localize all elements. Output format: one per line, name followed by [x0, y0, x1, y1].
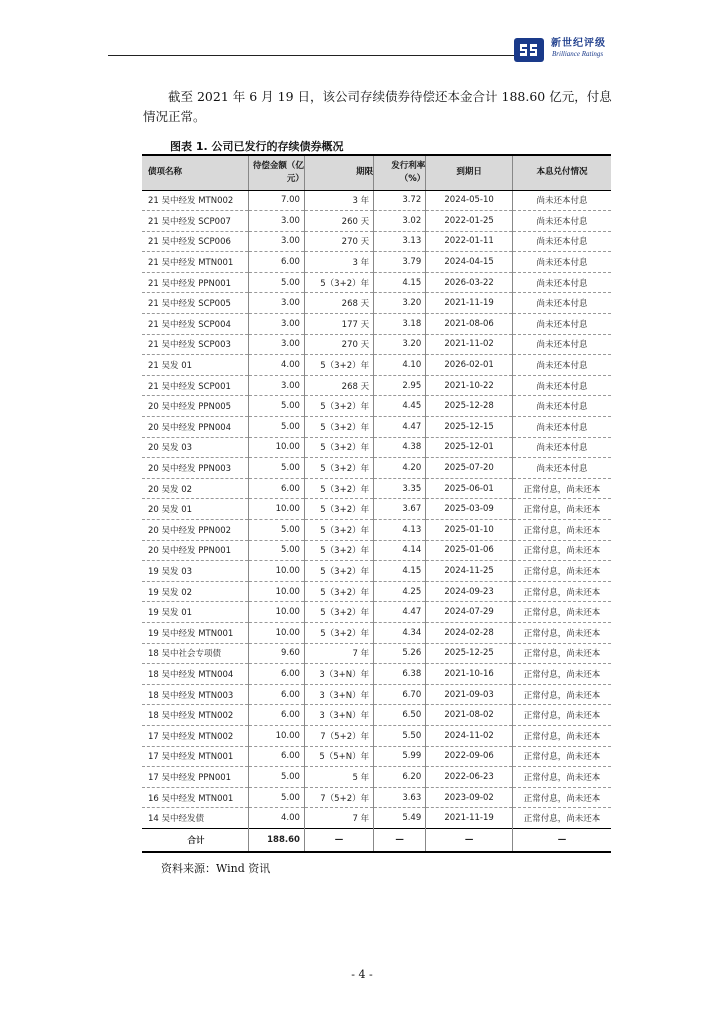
cell-term: 5（3+2）年: [304, 396, 373, 417]
cell-name: 21 吴中经发 PPN001: [142, 272, 249, 293]
cell-status: 尚未还本付息: [512, 437, 611, 458]
cell-amount: 5.00: [249, 417, 305, 438]
cell-amount: 10.00: [249, 561, 305, 582]
cell-rate: 4.20: [374, 458, 426, 479]
cell-status: 尚未还本付息: [512, 334, 611, 355]
cell-name: 20 吴发 02: [142, 478, 249, 499]
table-row: [142, 478, 611, 499]
cell-due: 2025-12-25: [426, 643, 513, 664]
cell-term: 5（3+2）年: [304, 437, 373, 458]
cell-rate: 3.79: [374, 252, 426, 273]
cell-status: 正常付息，尚未还本: [512, 540, 611, 561]
cell-name: 18 吴中社会专项债: [142, 643, 249, 664]
header-term: 期限: [304, 155, 373, 190]
cell-amount: 10.00: [249, 622, 305, 643]
table-row: [142, 602, 611, 623]
cell-status: 尚未还本付息: [512, 417, 611, 438]
cell-due: 2021-11-19: [426, 293, 513, 314]
cell-term: 270 天: [304, 231, 373, 252]
cell-rate: 6.50: [374, 705, 426, 726]
cell-term: 3（3+N）年: [304, 664, 373, 685]
header-name: 债项名称: [142, 155, 249, 190]
cell-term: 5（3+2）年: [304, 602, 373, 623]
cell-name: 19 吴发 03: [142, 561, 249, 582]
cell-term: 5（3+2）年: [304, 581, 373, 602]
cell-name: 21 吴中经发 SCP003: [142, 334, 249, 355]
cell-rate: 4.14: [374, 540, 426, 561]
cell-due: 2021-10-22: [426, 375, 513, 396]
cell-due: 2025-01-06: [426, 540, 513, 561]
cell-term: 5（3+2）年: [304, 520, 373, 541]
table-row: [142, 231, 611, 252]
cell-term: 268 天: [304, 293, 373, 314]
cell-name: 21 吴中经发 SCP001: [142, 375, 249, 396]
cell-name: 20 吴中经发 PPN003: [142, 458, 249, 479]
cell-term: 5（3+2）年: [304, 540, 373, 561]
cell-name: 17 吴中经发 MTN001: [142, 746, 249, 767]
cell-name: 20 吴发 01: [142, 499, 249, 520]
cell-name: 21 吴中经发 SCP007: [142, 211, 249, 232]
cell-term: 5（3+2）年: [304, 622, 373, 643]
cell-term: 5（3+2）年: [304, 561, 373, 582]
cell-term: 5（3+2）年: [304, 458, 373, 479]
total-rate: —: [374, 828, 426, 852]
cell-term: 7（5+2）年: [304, 787, 373, 808]
cell-amount: 6.00: [249, 684, 305, 705]
brand-name-cn: 新世纪评级: [551, 38, 606, 49]
cell-amount: 10.00: [249, 725, 305, 746]
cell-status: 尚未还本付息: [512, 355, 611, 376]
cell-status: 正常付息，尚未还本: [512, 561, 611, 582]
cell-due: 2021-09-03: [426, 684, 513, 705]
cell-rate: 3.72: [374, 190, 426, 211]
cell-rate: 4.38: [374, 437, 426, 458]
table-row: [142, 664, 611, 685]
cell-name: 19 吴发 02: [142, 581, 249, 602]
cell-rate: 4.34: [374, 622, 426, 643]
cell-amount: 6.00: [249, 664, 305, 685]
cell-term: 177 天: [304, 314, 373, 335]
table-row: [142, 622, 611, 643]
table-row: [142, 334, 611, 355]
header-status: 本息兑付情况: [512, 155, 611, 190]
cell-amount: 6.00: [249, 705, 305, 726]
cell-amount: 9.60: [249, 643, 305, 664]
cell-status: 正常付息，尚未还本: [512, 478, 611, 499]
cell-name: 14 吴中经发债: [142, 808, 249, 829]
cell-rate: 4.47: [374, 602, 426, 623]
cell-name: 16 吴中经发 MTN001: [142, 787, 249, 808]
cell-rate: 3.18: [374, 314, 426, 335]
cell-status: 尚未还本付息: [512, 272, 611, 293]
page-number: - 4 -: [351, 968, 373, 981]
cell-name: 20 吴中经发 PPN004: [142, 417, 249, 438]
cell-name: 17 吴中经发 PPN001: [142, 767, 249, 788]
table-caption: 图表 1. 公司已发行的存续债券概况: [170, 140, 344, 153]
table-row: [142, 417, 611, 438]
cell-amount: 5.00: [249, 767, 305, 788]
cell-status: 尚未还本付息: [512, 458, 611, 479]
cell-due: 2025-12-15: [426, 417, 513, 438]
cell-amount: 3.00: [249, 314, 305, 335]
cell-name: 20 吴中经发 PPN001: [142, 540, 249, 561]
cell-due: 2023-09-02: [426, 787, 513, 808]
cell-status: 正常付息，尚未还本: [512, 767, 611, 788]
cell-name: 21 吴发 01: [142, 355, 249, 376]
cell-due: 2021-08-02: [426, 705, 513, 726]
cell-due: 2024-04-15: [426, 252, 513, 273]
cell-due: 2025-03-09: [426, 499, 513, 520]
cell-due: 2024-02-28: [426, 622, 513, 643]
table-row: [142, 211, 611, 232]
cell-status: 尚未还本付息: [512, 231, 611, 252]
cell-amount: 6.00: [249, 746, 305, 767]
cell-status: 尚未还本付息: [512, 211, 611, 232]
cell-name: 18 吴中经发 MTN002: [142, 705, 249, 726]
table-row: [142, 705, 611, 726]
table-row: [142, 561, 611, 582]
cell-amount: 10.00: [249, 437, 305, 458]
cell-term: 3 年: [304, 190, 373, 211]
cell-due: 2022-06-23: [426, 767, 513, 788]
cell-rate: 5.49: [374, 808, 426, 829]
total-amount: 188.60: [249, 828, 305, 852]
cell-due: 2021-08-06: [426, 314, 513, 335]
cell-name: 20 吴中经发 PPN002: [142, 520, 249, 541]
cell-rate: 4.45: [374, 396, 426, 417]
cell-status: 尚未还本付息: [512, 190, 611, 211]
cell-rate: 3.13: [374, 231, 426, 252]
cell-amount: 10.00: [249, 602, 305, 623]
cell-term: 7（5+2）年: [304, 725, 373, 746]
cell-name: 19 吴发 01: [142, 602, 249, 623]
cell-rate: 4.13: [374, 520, 426, 541]
cell-term: 3（3+N）年: [304, 705, 373, 726]
table-row: [142, 252, 611, 273]
cell-status: 正常付息，尚未还本: [512, 499, 611, 520]
cell-amount: 5.00: [249, 272, 305, 293]
total-name: 合计: [142, 828, 249, 852]
cell-status: 正常付息，尚未还本: [512, 643, 611, 664]
cell-status: 正常付息，尚未还本: [512, 787, 611, 808]
table-row: [142, 293, 611, 314]
cell-due: 2026-03-22: [426, 272, 513, 293]
intro-paragraph: 截至 2021 年 6 月 19 日，该公司存续债券待偿还本金合计 188.60 亿元，付息情况正常。: [143, 89, 612, 124]
header-due: 到期日: [426, 155, 513, 190]
cell-term: 7 年: [304, 808, 373, 829]
cell-rate: 3.20: [374, 293, 426, 314]
table-row: [142, 767, 611, 788]
cell-amount: 5.00: [249, 396, 305, 417]
cell-rate: 5.26: [374, 643, 426, 664]
table-row: [142, 314, 611, 335]
header-rule: [108, 55, 514, 56]
cell-term: 5（3+2）年: [304, 478, 373, 499]
cell-term: 5 年: [304, 767, 373, 788]
table-row: [142, 540, 611, 561]
cell-status: 正常付息，尚未还本: [512, 725, 611, 746]
cell-name: 20 吴发 03: [142, 437, 249, 458]
table-row: [142, 725, 611, 746]
cell-due: 2024-09-23: [426, 581, 513, 602]
cell-rate: 3.67: [374, 499, 426, 520]
table-row: [142, 787, 611, 808]
cell-rate: 4.25: [374, 581, 426, 602]
cell-status: 尚未还本付息: [512, 375, 611, 396]
cell-rate: 4.10: [374, 355, 426, 376]
header-rate: 发行利率（%）: [374, 155, 426, 190]
cell-due: 2025-07-20: [426, 458, 513, 479]
table-row: [142, 437, 611, 458]
cell-status: 正常付息，尚未还本: [512, 581, 611, 602]
cell-rate: 4.15: [374, 272, 426, 293]
cell-name: 20 吴中经发 PPN005: [142, 396, 249, 417]
source-note: 资料来源：Wind 资讯: [161, 862, 271, 875]
cell-due: 2021-11-19: [426, 808, 513, 829]
cell-due: 2024-07-29: [426, 602, 513, 623]
brilliance-logo-icon: [514, 38, 544, 62]
cell-due: 2025-12-28: [426, 396, 513, 417]
cell-name: 21 吴中经发 MTN001: [142, 252, 249, 273]
table-row: [142, 396, 611, 417]
cell-amount: 10.00: [249, 499, 305, 520]
table-row: [142, 581, 611, 602]
cell-term: 5（3+2）年: [304, 417, 373, 438]
cell-status: 正常付息，尚未还本: [512, 602, 611, 623]
cell-rate: 3.20: [374, 334, 426, 355]
cell-due: 2025-12-01: [426, 437, 513, 458]
cell-rate: 2.95: [374, 375, 426, 396]
header-amount: 待偿金额（亿元）: [249, 155, 305, 190]
cell-amount: 3.00: [249, 293, 305, 314]
cell-term: 268 天: [304, 375, 373, 396]
cell-amount: 6.00: [249, 252, 305, 273]
total-term: —: [304, 828, 373, 852]
cell-amount: 5.00: [249, 787, 305, 808]
cell-amount: 5.00: [249, 540, 305, 561]
cell-amount: 6.00: [249, 478, 305, 499]
brand-name-en: Brilliance Ratings: [552, 50, 604, 58]
cell-due: 2025-06-01: [426, 478, 513, 499]
table-header-row: [142, 155, 611, 190]
cell-due: 2022-01-25: [426, 211, 513, 232]
table-row: [142, 272, 611, 293]
table-row: [142, 746, 611, 767]
table-row: [142, 499, 611, 520]
table-row: [142, 375, 611, 396]
cell-term: 5（5+N）年: [304, 746, 373, 767]
cell-amount: 7.00: [249, 190, 305, 211]
cell-due: 2024-05-10: [426, 190, 513, 211]
table-row: [142, 190, 611, 211]
total-due: —: [426, 828, 513, 852]
cell-rate: 3.63: [374, 787, 426, 808]
cell-rate: 4.47: [374, 417, 426, 438]
cell-amount: 3.00: [249, 231, 305, 252]
cell-name: 18 吴中经发 MTN003: [142, 684, 249, 705]
cell-status: 正常付息，尚未还本: [512, 808, 611, 829]
cell-status: 正常付息，尚未还本: [512, 520, 611, 541]
cell-status: 尚未还本付息: [512, 293, 611, 314]
table-row: [142, 643, 611, 664]
cell-rate: 3.02: [374, 211, 426, 232]
cell-name: 21 吴中经发 MTN002: [142, 190, 249, 211]
cell-name: 19 吴中经发 MTN001: [142, 622, 249, 643]
cell-rate: 5.50: [374, 725, 426, 746]
cell-rate: 6.20: [374, 767, 426, 788]
table-row: [142, 808, 611, 829]
cell-due: 2021-11-02: [426, 334, 513, 355]
cell-status: 正常付息，尚未还本: [512, 664, 611, 685]
cell-rate: 6.70: [374, 684, 426, 705]
cell-term: 7 年: [304, 643, 373, 664]
cell-rate: 4.15: [374, 561, 426, 582]
total-status: —: [512, 828, 611, 852]
cell-amount: 4.00: [249, 808, 305, 829]
cell-term: 5（3+2）年: [304, 355, 373, 376]
cell-term: 5（3+2）年: [304, 499, 373, 520]
cell-name: 21 吴中经发 SCP005: [142, 293, 249, 314]
cell-amount: 4.00: [249, 355, 305, 376]
cell-amount: 10.00: [249, 581, 305, 602]
cell-rate: 6.38: [374, 664, 426, 685]
cell-name: 18 吴中经发 MTN004: [142, 664, 249, 685]
table-row: [142, 458, 611, 479]
cell-name: 21 吴中经发 SCP006: [142, 231, 249, 252]
cell-amount: 5.00: [249, 520, 305, 541]
cell-amount: 3.00: [249, 375, 305, 396]
cell-name: 17 吴中经发 MTN002: [142, 725, 249, 746]
cell-rate: 3.35: [374, 478, 426, 499]
cell-status: 正常付息，尚未还本: [512, 705, 611, 726]
cell-amount: 3.00: [249, 334, 305, 355]
cell-rate: 5.99: [374, 746, 426, 767]
cell-term: 5（3+2）年: [304, 272, 373, 293]
cell-term: 260 天: [304, 211, 373, 232]
cell-status: 尚未还本付息: [512, 252, 611, 273]
cell-term: 270 天: [304, 334, 373, 355]
cell-term: 3（3+N）年: [304, 684, 373, 705]
total-row: [142, 828, 611, 852]
table-row: [142, 355, 611, 376]
cell-due: 2022-09-06: [426, 746, 513, 767]
table-row: [142, 684, 611, 705]
cell-status: 尚未还本付息: [512, 396, 611, 417]
cell-status: 正常付息，尚未还本: [512, 746, 611, 767]
cell-status: 正常付息，尚未还本: [512, 622, 611, 643]
cell-due: 2021-10-16: [426, 664, 513, 685]
cell-amount: 3.00: [249, 211, 305, 232]
cell-due: 2024-11-25: [426, 561, 513, 582]
cell-name: 21 吴中经发 SCP004: [142, 314, 249, 335]
cell-due: 2024-11-02: [426, 725, 513, 746]
table-row: [142, 520, 611, 541]
bond-table: [142, 154, 611, 853]
cell-due: 2025-01-10: [426, 520, 513, 541]
cell-status: 尚未还本付息: [512, 314, 611, 335]
cell-due: 2026-02-01: [426, 355, 513, 376]
cell-status: 正常付息，尚未还本: [512, 684, 611, 705]
cell-due: 2022-01-11: [426, 231, 513, 252]
cell-amount: 5.00: [249, 458, 305, 479]
cell-term: 3 年: [304, 252, 373, 273]
